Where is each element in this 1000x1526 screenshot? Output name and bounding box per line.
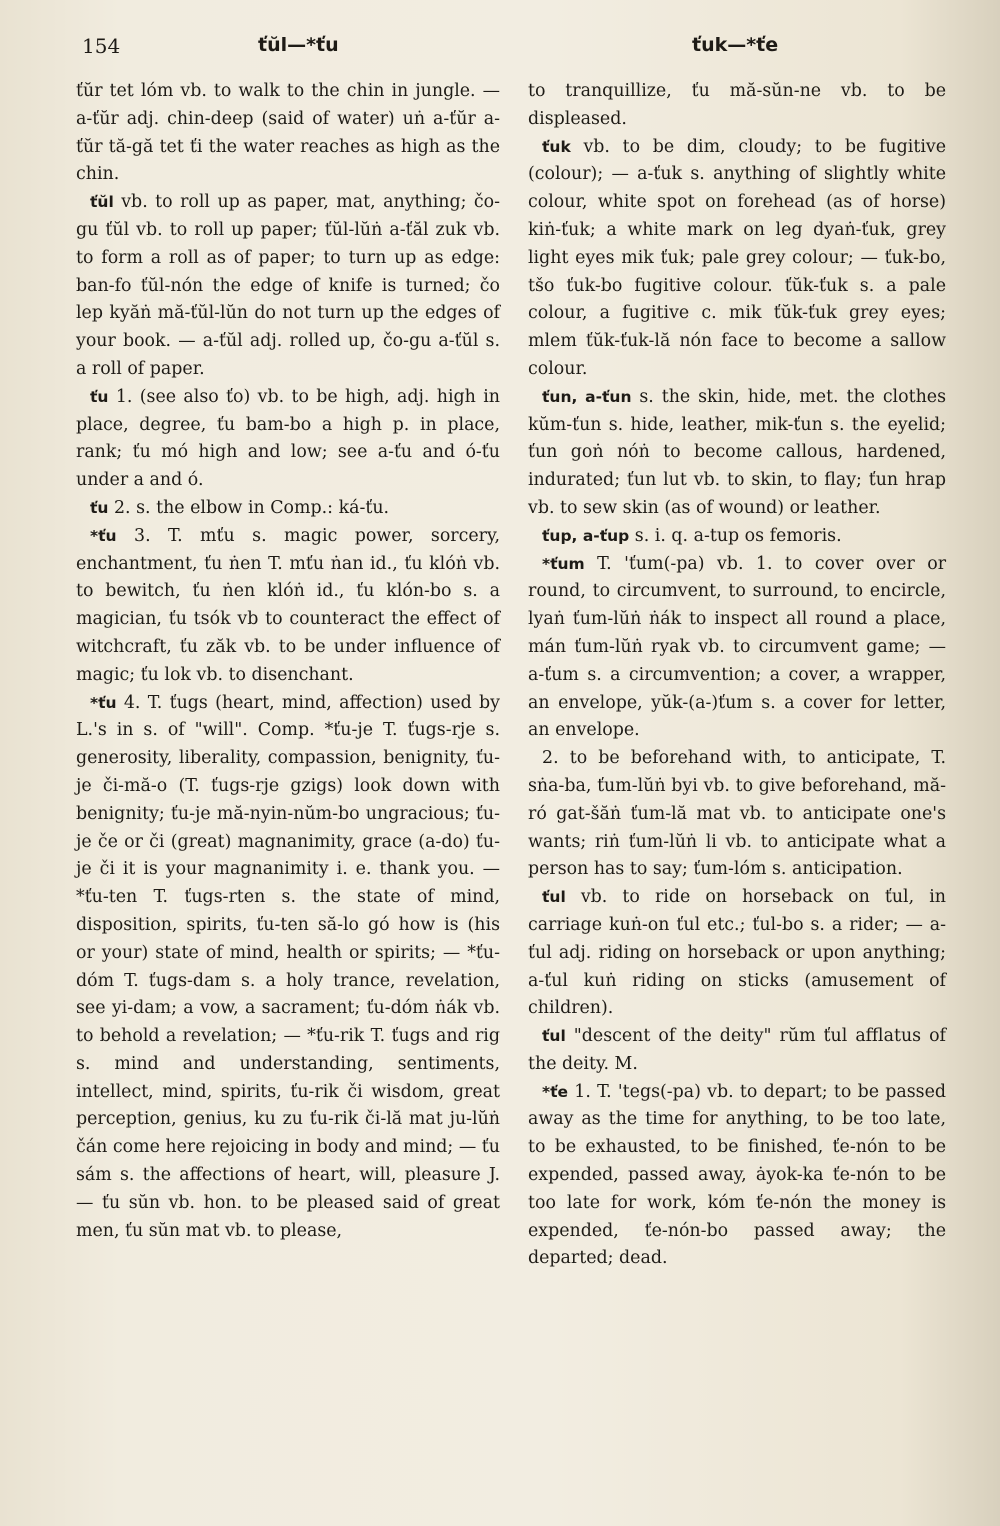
entry-text: 1. (see also ťo) vb. to be high, adj. high in place, degree, ťu bam-bo a high p. in place, rank; ťu mó high and low; see a-ťu and ó-ťu under a and ó. bbox=[76, 386, 500, 491]
dictionary-entry bbox=[528, 551, 946, 746]
entry-headword: ťŭl bbox=[90, 193, 114, 212]
dictionary-entry bbox=[528, 523, 946, 551]
entry-headword: ťu bbox=[90, 498, 109, 517]
entry-text: s. the skin, hide, met. the clothes kŭm-ťun s. hide, leather, mik-ťun s. the eyelid; ťun goṅ nóṅ to become callous, hardened, indurated; ťun lut vb. to skin, to flay; ťun hrap vb. to sew skin (as of wound) or leather. bbox=[528, 386, 946, 518]
entry-text: T. 'ťum(-pa) vb. 1. to cover over or round, to circumvent, to surround, to encircle, lyaṅ ťum-lŭṅ ṅák to inspect all round a place, mán ťum-lŭṅ ryak vb. to circumvent game; — a-ťum s. a circumvention; a cover, a wrapper, an envelope, yŭk-(a-)ťum s. a cover for letter, an envelope. bbox=[528, 553, 947, 741]
entry-text: 2. s. the elbow in Comp.: ká-ťu. bbox=[113, 497, 390, 518]
dictionary-entry bbox=[76, 690, 500, 1246]
entry-headword: ťul bbox=[542, 888, 566, 907]
entry-text: s. i. q. a-tup os femoris. bbox=[634, 525, 842, 546]
entry-headword: ťu bbox=[90, 387, 109, 406]
entry-headword: ťun, a-ťun bbox=[542, 387, 632, 406]
dictionary-entry bbox=[76, 523, 500, 690]
entry-headword: *ťe bbox=[542, 1082, 569, 1101]
entry-text: 4. T. ťugs (heart, mind, affection) used by L.'s in s. of "will". Comp. *ťu-je T. ťugs-rje s. generosity, liberality, compassion, benignity, ťu-je či-mă-o (T. ťugs-rje gzigs) look down with benignity; ťu-je mă-nyin-nŭm-bo ungracious; ťu-je če or či (great) magnanimity, grace (a-do) ťu-je či it is your magnanimity i. e. thank you. — *ťu-ten T. ťugs-rten s. the state of mind, disposition, spirits, ťu-ten să-lo gó how is (his or your) state of mind, health or spirits; — *ťu-dóm T. ťugs-dam s. a holy trance, revelation, see yi-dam; a vow, a sacrament; ťu-dóm ṅák vb. to behold a revelation; — *ťu-rik T. ťugs and rig s. mind and understanding, sentiments, intellect, mind, spirits, ťu-rik či wisdom, great perception, genius, ku zu ťu-rik či-lă mat ju-lŭṅ čán come here rejoicing in body and mind; — ťu sám s. the affections of heart, will, pleasure J. — ťu sŭn vb. hon. to be pleased said of great men, ťu sŭn mat vb. to please, bbox=[76, 692, 500, 1241]
entry-text: 3. T. mťu s. magic power, sorcery, enchantment, ťu ṅen T. mťu ṅan id., ťu klóṅ vb. to bewitch, ťu ṅen klóṅ id., ťu klón-bo s. a magician, ťu tsók vb to counteract the effect of witchcraft, ťu zăk vb. to be under influence of magic; ťu lok vb. to disenchant. bbox=[76, 525, 500, 685]
entry-text: ťŭr tet lóm vb. to walk to the chin in jungle. — a-ťŭr adj. chin-deep (said of water) uṅ a-ťŭr a-ťŭr tă-gă tet ťi the water reaches as high as the chin. bbox=[76, 81, 500, 185]
dictionary-entry bbox=[528, 1079, 946, 1274]
entry-text: 1. T. 'tegs(-pa) vb. to depart; to be passed away as the time for anything, to be too late, to be exhausted, to be finished, ťe-nón to be expended, passed away, ȧyok-ka ťe-nón to be too late for work, kóm ťe-nón the money is expended, ťe-nón-bo passed away; the departed; dead. bbox=[528, 1081, 946, 1269]
right-running-headword: ťuk—*ťe bbox=[692, 34, 779, 56]
entry-text: "descent of the deity" rŭm ťul afflatus of the deity. M. bbox=[528, 1026, 946, 1074]
dictionary-entry bbox=[528, 884, 946, 1023]
entry-text: vb. to roll up as paper, mat, anything; čo-gu ťŭl vb. to roll up paper; ťŭl-lŭṅ a-ťăl zuk vb. to form a roll as of paper; to turn up as edge: ban-fo ťŭl-nón the edge of knife is turned; čo lep kyăṅ mă-ťŭl-lŭn do not turn up the edges of your book. — a-ťŭl adj. rolled up, čo-gu a-ťŭl s. a roll of paper. bbox=[76, 192, 501, 379]
dictionary-entry bbox=[528, 78, 946, 134]
entry-headword: *ťu bbox=[90, 526, 117, 545]
entry-text: vb. to ride on horseback on ťul, in carriage kuṅ-on ťul etc.; ťul-bo s. a rider; — a-ťul adj. riding on horseback or upon anything; a-ťul kuṅ riding on sticks (amusement of children). bbox=[528, 887, 946, 1019]
entry-headword: *ťu bbox=[90, 693, 117, 712]
dictionary-entry bbox=[528, 134, 946, 384]
left-column bbox=[76, 78, 500, 1245]
dictionary-entry bbox=[76, 78, 500, 189]
entry-headword: ťuk bbox=[542, 137, 571, 156]
dictionary-entry bbox=[528, 384, 946, 523]
entry-headword: ťul bbox=[542, 1027, 566, 1046]
page-number: 154 bbox=[82, 34, 121, 58]
page-header bbox=[0, 34, 1000, 64]
dictionary-entry bbox=[528, 745, 946, 884]
left-running-headword: ťŭl—*ťu bbox=[258, 34, 339, 56]
entry-text: to tranquillize, ťu mă-sŭn-ne vb. to be displeased. bbox=[528, 81, 946, 129]
entry-text: vb. to be dim, cloudy; to be fugitive (colour); — a-ťuk s. anything of slightly white colour, white spot on forehead (as of horse) kiṅ-ťuk; a white mark on leg dyaṅ-ťuk, grey light eyes mik ťuk; pale grey colour; — ťuk-bo, tšo ťuk-bo fugitive colour. ťŭk-ťuk s. a pale colour, a fugitive c. mik ťŭk-ťuk grey eyes; mlem ťŭk-ťuk-lă nón face to become a sallow colour. bbox=[528, 136, 946, 379]
dictionary-entry bbox=[528, 1023, 946, 1079]
right-column bbox=[528, 78, 946, 1273]
dictionary-entry bbox=[76, 189, 500, 384]
dictionary-entry bbox=[76, 384, 500, 495]
entry-headword: ťup, a-ťup bbox=[542, 526, 630, 545]
dictionary-entry bbox=[76, 495, 500, 523]
entry-text: 2. to be beforehand with, to anticipate, T. sṅa-ba, ťum-lŭṅ byi vb. to give beforehand, mă-ró gat-šăṅ ťum-lă mat vb. to anticipate one's wants; riṅ ťum-lŭṅ li vb. to anticipate what a person has to say; ťum-lóm s. anticipation. bbox=[528, 748, 946, 880]
entry-headword: *ťum bbox=[542, 554, 585, 573]
